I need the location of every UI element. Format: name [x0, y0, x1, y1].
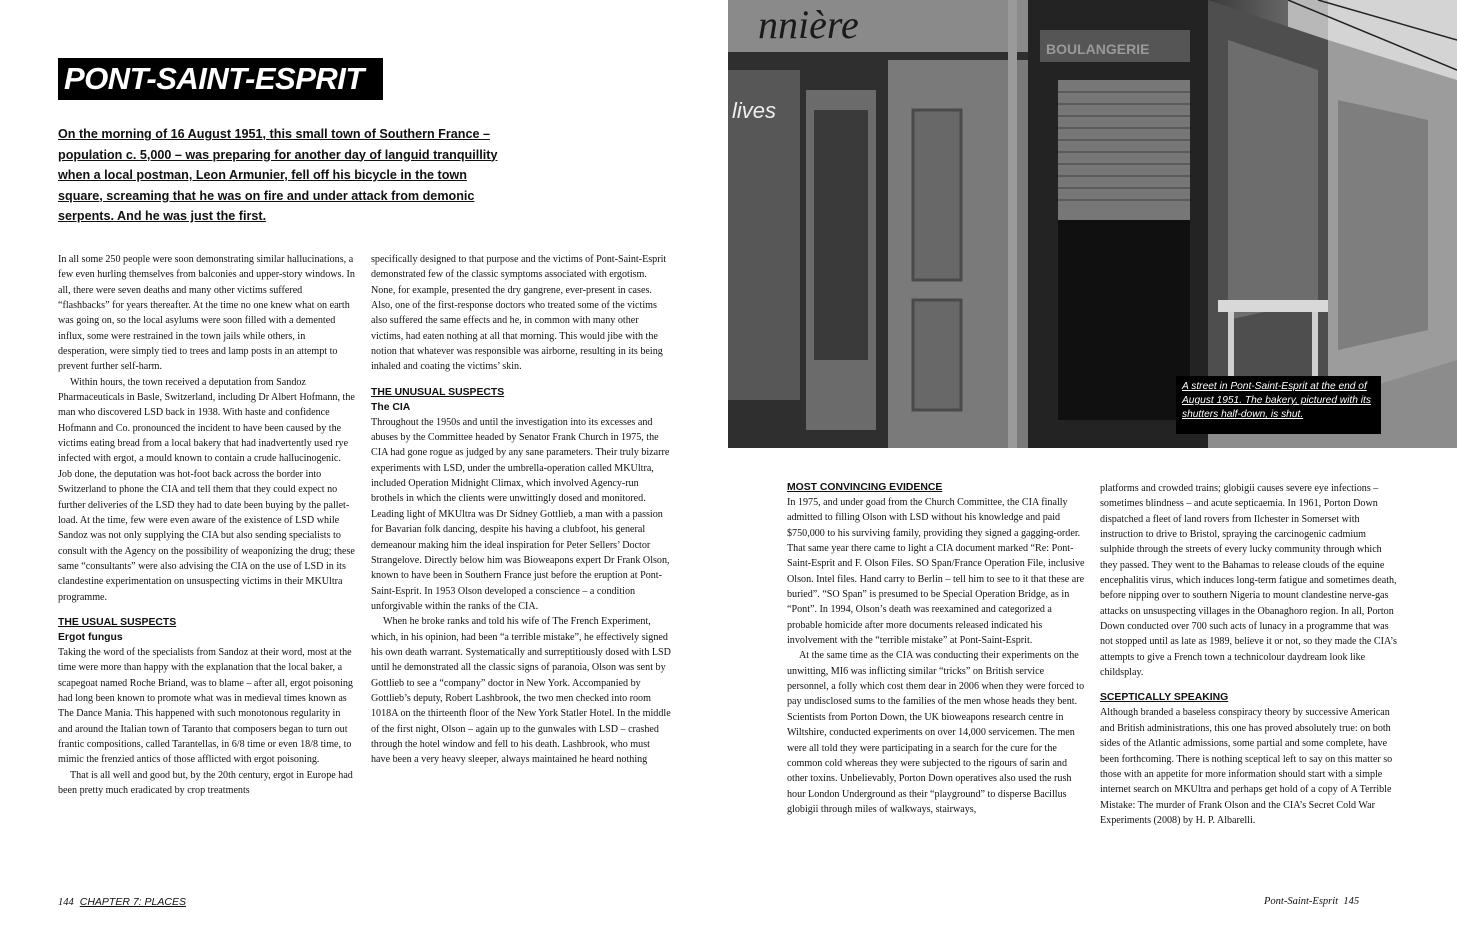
text-column-1	[58, 252, 356, 798]
section-heading: MOST CONVINCING EVIDENCE	[787, 482, 943, 493]
text-column-4	[1100, 481, 1400, 828]
subsection-heading: Ergot fungus	[58, 631, 123, 643]
paragraph: Within hours, the town received a deputation from Sandoz Pharmaceuticals in Basle, Switzerland, including Dr Albert Hofmann, the man who discovered LSD back in 1938. With haste and confidence Hofmann and Co. pronounced the incident to have been caused by the victims eating bread from a local bakery that had inadvertently used rye infected with ergot, a mould known to contain a crude hallucinogenic. Job done, the deputation was hot-foot back across the border into Switzerland to phone the CIA and tell them that they could expect no further deliveries of the LSD they had to date been buying by the pallet-load. At the time, few were even aware of the existence of LSD while Sandoz was not only supplying the CIA but also sending specialists to consult with the Agency on the possibility of weaponizing the drug; these same “consultants” were also advising the CIA on the use of LSD in its clandestine experimentation on unsuspecting victims in their MKUltra programme.	[58, 376, 355, 603]
right-page-number: 145	[1343, 896, 1360, 907]
paragraph: Although branded a baseless conspiracy theory by successive American and British administrations, this one has proved absolutely true: on both sides of the Atlantic admissions, some partial and some complete, have been forthcoming. There is nothing sceptical left to say on this matter so those with an appetite for more information should start with a simple internet search on MKUltra and perhaps get hold of a copy of A Terrible Mistake: The murder of Frank Olson and the CIA’s Secret Cold War Experiments (2008) by H. P. Albarelli.	[1100, 707, 1393, 826]
running-title: Pont-Saint-Esprit	[1264, 896, 1339, 907]
photo-caption-text: A street in Pont-Saint-Esprit at the end of August 1951. The bakery, pictured with its shutters half-down, is shut.	[1182, 381, 1371, 420]
paragraph: When he broke ranks and told his wife of The French Experiment, which, in his opinion, had been “a terrible mistake”, he effectively signed his own death warrant. Systematically and surreptitiously dosed with LSD until he demonstrated all the classic signs of paranoia, Olson was sent by Gottlieb to see a “company” doctor in New York. Accompanied by Gottlieb’s deputy, Robert Lashbrook, the two men checked into room 1018A on the thirteenth floor of the New York Statler Hotel. In the middle of the first night, Olson – again up to the gunwales with LSD – crashed through the hotel window and fell to his death. Lashbrook, who must have been a very heavy sleeper, always maintained he heard nothing	[371, 616, 671, 766]
bakery-sign-text: BOULANGERIE	[1046, 41, 1150, 57]
section-heading: THE UNUSUAL SUSPECTS	[371, 386, 505, 398]
shop-sign-text: nnière	[758, 2, 859, 47]
paragraph: In all some 250 people were soon demonstrating similar hallucinations, a few even hurling themselves from balconies and upper-story windows. In all, there were seven deaths and many other victims suffered “flashbacks” for years thereafter. At the time no one knew what on earth was going on, so the local asylums were soon filled with a demented influx, some were restrained in the town jails while others, in desperation, were simply tied to trees and lamp posts in an attempt to prevent further self-harm.	[58, 254, 355, 373]
left-page-number: 144	[58, 897, 74, 908]
paragraph: In 1975, and under goad from the Church Committee, the CIA finally admitted to filling Olson with LSD without his knowledge and paid $750,000 to his surviving family, providing they signed a gagging-order. That same year there came to light a CIA document marked “Re: Pont-Saint-Esprit and F. Olson Files. SO Span/France Operation File, inclusive Olson. Intel files. Hand carry to Berlin – tell him to see to it that these are buried”. “SO Span” is presumed to be Special Operation Bridge, as in “Pont”. In 1994, Olson’s death was reexamined and categorized a probable homicide after more documents released indicated his involvement with the “terrible mistake” at Pont-Saint-Esprit.	[787, 497, 1085, 647]
chapter-label: CHAPTER 7: PLACES	[79, 896, 186, 908]
window-lettering: lives	[732, 98, 777, 123]
text-column-2	[371, 252, 671, 768]
text-column-3	[787, 481, 1087, 817]
right-folio	[1264, 896, 1359, 907]
paragraph: Throughout the 1950s and until the investigation into its excesses and abuses by the Committee headed by Senator Frank Church in 1975, the CIA had gone rogue as judged by any sane parameters. Their truly bizarre experiments with LSD, under the umbrella-operation called MKUltra, included Operation Midnight Climax, which involved Agency-run brothels in which the clients were unwittingly dosed and monitored. Leading light of MKUltra was Dr Sidney Gottlieb, a man with a passion for Bavarian folk dancing, despite his having a clubfoot, his general demeanour making him the ideal inspiration for Peter Sellers’ Doctor Strangelove. Directly below him was Bioweapons expert Dr Frank Olson, known to have been in Southern France just before the eruption at Pont-Saint-Esprit. In 1953 Olson developed a conscience – a condition unforgivable within the ranks of the CIA.	[371, 416, 670, 612]
photo-caption	[1176, 376, 1381, 434]
section-heading: THE USUAL SUSPECTS	[58, 616, 177, 628]
subsection-heading: The CIA	[371, 401, 411, 413]
paragraph: At the same time as the CIA was conducting their experiments on the unwitting, MI6 was inflicting similar “tricks” on British service personnel, a folly which cost them dear in 2006 when they were forced to pay undisclosed sums to the families of the men whose heads they bent. Scientists from Porton Down, the UK bioweapons research centre in Wiltshire, conducted experiments on over 14,000 servicemen. The men were all told they were participating in a search for the cure for the common cold whereas they were subjected to the rigours of sarin and other toxins. Unbelievably, Porton Down operatives also used the rush hour London Underground as their “playground” to disperse Bacillus globigii through miles of walkways, stairways,	[787, 650, 1085, 815]
section-heading: SCEPTICALLY SPEAKING	[1100, 692, 1229, 704]
paragraph: That is all well and good but, by the 20th century, ergot in Europe had been pretty much eradicated by crop treatments	[58, 769, 353, 796]
paragraph: Taking the word of the specialists from Sandoz at their word, most at the time were more than happy with the explanation that the local baker, a scapegoat named Roche Briand, was to blame – after all, ergot poisoning had long been known to promote what was in medieval times known as The Dance Mania. This happened with such monotonous regularity in and around the Italian town of Taranto that composers began to turn out frantic compositions, called Tarantellas, in 6/8 time or even 18/8 time, to mimic the frenzied antics of those afflicted with ergot poisoning.	[58, 646, 353, 766]
paragraph: specifically designed to that purpose and the victims of Pont-Saint-Esprit demonstrated few of the classic symptoms associated with ergotism. None, for example, presented the dry gangrene, ever-present in cases. Also, one of the first-response doctors who treated some of the victims also suffered the same effects and he, in common with many other victims, had eaten nothing at all that morning. This would jibe with the notion that whatever was responsible was airborne, resulting in its being inhaled and coating the victims’ skin.	[371, 254, 667, 373]
intro-paragraph: On the morning of 16 August 1951, this small town of Southern France – population c. 5,000 – was preparing for another day of languid tranquillity when a local postman, Leon Armunier, fell off his bicycle in the town square, screaming that he was on fire and under attack from demonic serpents. And he was just the first.	[58, 127, 498, 223]
left-folio	[58, 896, 186, 908]
paragraph: platforms and crowded trains; globigii causes severe eye infections – sometimes blindness – and acute septicaemia. In 1961, Porton Down dispatched a fleet of land rovers from Ilchester in Somerset with instruction to drive to Bristol, spraying the carcinogenic cadmium sulphide through the streets of every lucky community through which they passed. They went to the Bahamas to release clouds of the equine encephalitis virus, which induces long-term fatigue and sometimes death, before nipping over to southern Nigeria to mount clandestine nerve-gas attacks on unsuspecting villages in the Obanaghoro region. In all, Porton Down conducted over 700 such acts of lunacy in a programme that was not stopped until as late as 1989, believe it or not, so they made the CIA’s attempts to give a French town a technicolour daydream look like childsplay.	[1100, 483, 1397, 679]
page-title: PONT-SAINT-ESPRIT	[58, 58, 383, 100]
